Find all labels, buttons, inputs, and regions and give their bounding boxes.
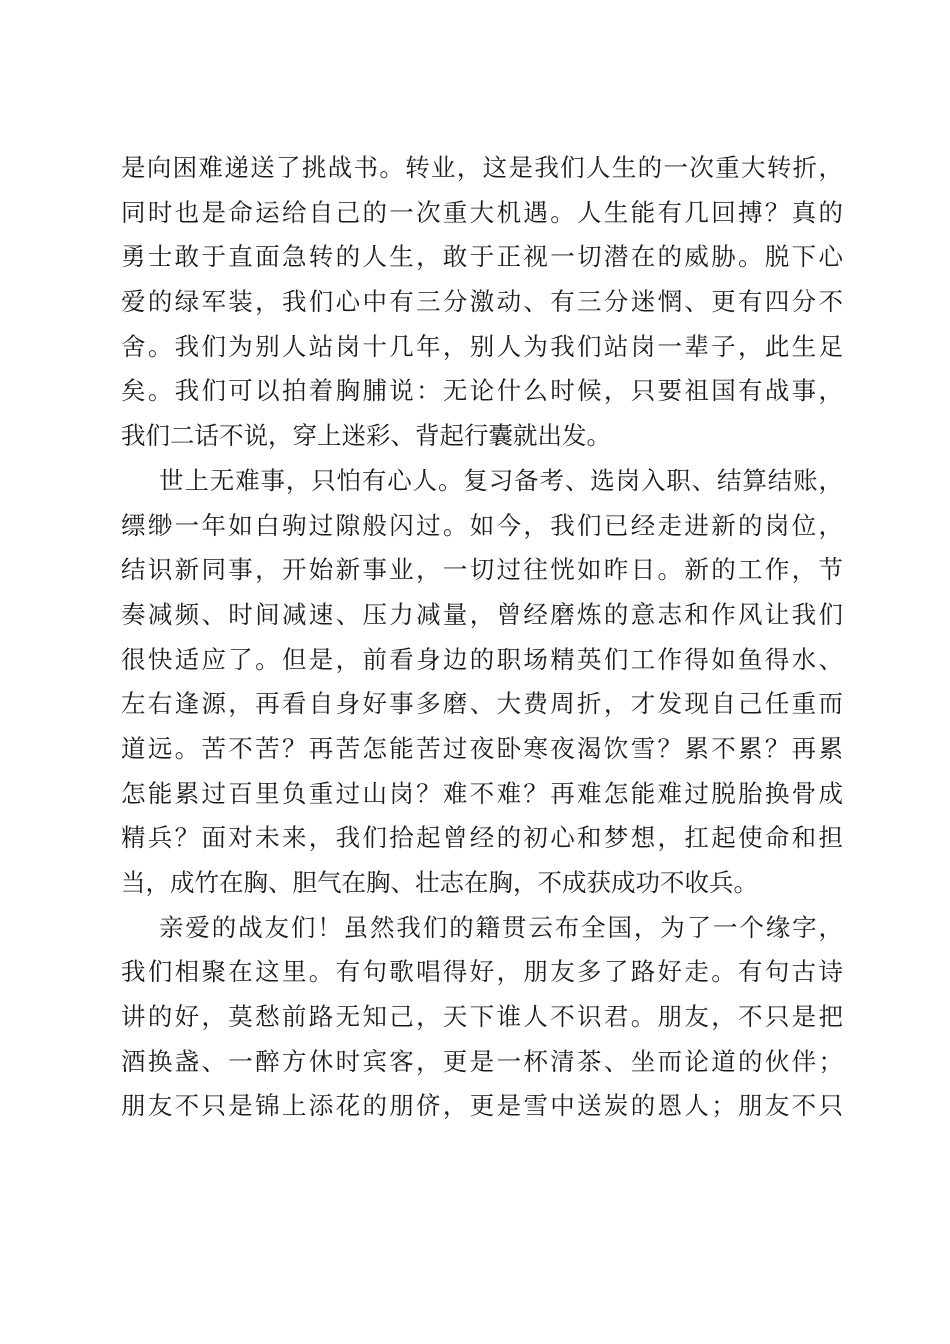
text-line: 道远。苦不苦？再苦怎能苦过夜卧寒夜渴饮雪？累不累？再累: [121, 733, 843, 763]
paragraph-1: [121, 146, 843, 459]
text-line: 我们相聚在这里。有句歌唱得好，朋友多了路好走。有句古诗: [121, 957, 843, 987]
text-line: 结识新同事，开始新事业，一切过往恍如昨日。新的工作，节: [121, 555, 843, 585]
text-line: 勇士敢于直面急转的人生，敢于正视一切潜在的威胁。脱下心: [121, 242, 843, 272]
text-line: 亲爱的战友们！虽然我们的籍贯云布全国，为了一个缘字，: [159, 912, 843, 942]
body-text: [121, 146, 843, 1129]
text-line: 舍。我们为别人站岗十几年，别人为我们站岗一辈子，此生足: [121, 331, 843, 361]
text-line: 怎能累过百里负重过山岗？难不难？再难怎能难过脱胎换骨成: [121, 778, 843, 808]
paragraph-3: [121, 906, 843, 1129]
text-line: 酒换盏、一醉方休时宾客，更是一杯清茶、坐而论道的伙伴；: [121, 1046, 843, 1076]
text-line: 我们二话不说，穿上迷彩、背起行囊就出发。: [121, 421, 611, 451]
text-line: 朋友不只是锦上添花的朋侪，更是雪中送炭的恩人；朋友不只: [121, 1091, 843, 1121]
text-line: 缥缈一年如白驹过隙般闪过。如今，我们已经走进新的岗位，: [121, 510, 843, 540]
text-line: 当，成竹在胸、胆气在胸、壮志在胸，不成获成功不收兵。: [121, 868, 758, 897]
text-line: 同时也是命运给自己的一次重大机遇。人生能有几回搏？真的: [121, 197, 843, 227]
text-line: 很快适应了。但是，前看身边的职场精英们工作得如鱼得水、: [121, 644, 843, 674]
text-line: 左右逢源，再看自身好事多磨、大费周折，才发现自己任重而: [121, 689, 843, 719]
text-line: 奏减频、时间减速、压力减量，曾经磨炼的意志和作风让我们: [121, 599, 843, 629]
text-line: 是向困难递送了挑战书。转业，这是我们人生的一次重大转折，: [121, 153, 843, 182]
text-line: 爱的绿军装，我们心中有三分激动、有三分迷惘、更有四分不: [121, 287, 843, 317]
paragraph-2: [121, 459, 843, 906]
text-line: 精兵？面对未来，我们拾起曾经的初心和梦想，扛起使命和担: [121, 823, 843, 853]
text-line: 讲的好，莫愁前路无知己，天下谁人不识君。朋友，不只是把: [121, 1002, 843, 1032]
text-line: 矣。我们可以拍着胸脯说：无论什么时候，只要祖国有战事，: [121, 376, 843, 406]
text-line: 世上无难事，只怕有心人。复习备考、选岗入职、结算结账，: [159, 465, 843, 495]
